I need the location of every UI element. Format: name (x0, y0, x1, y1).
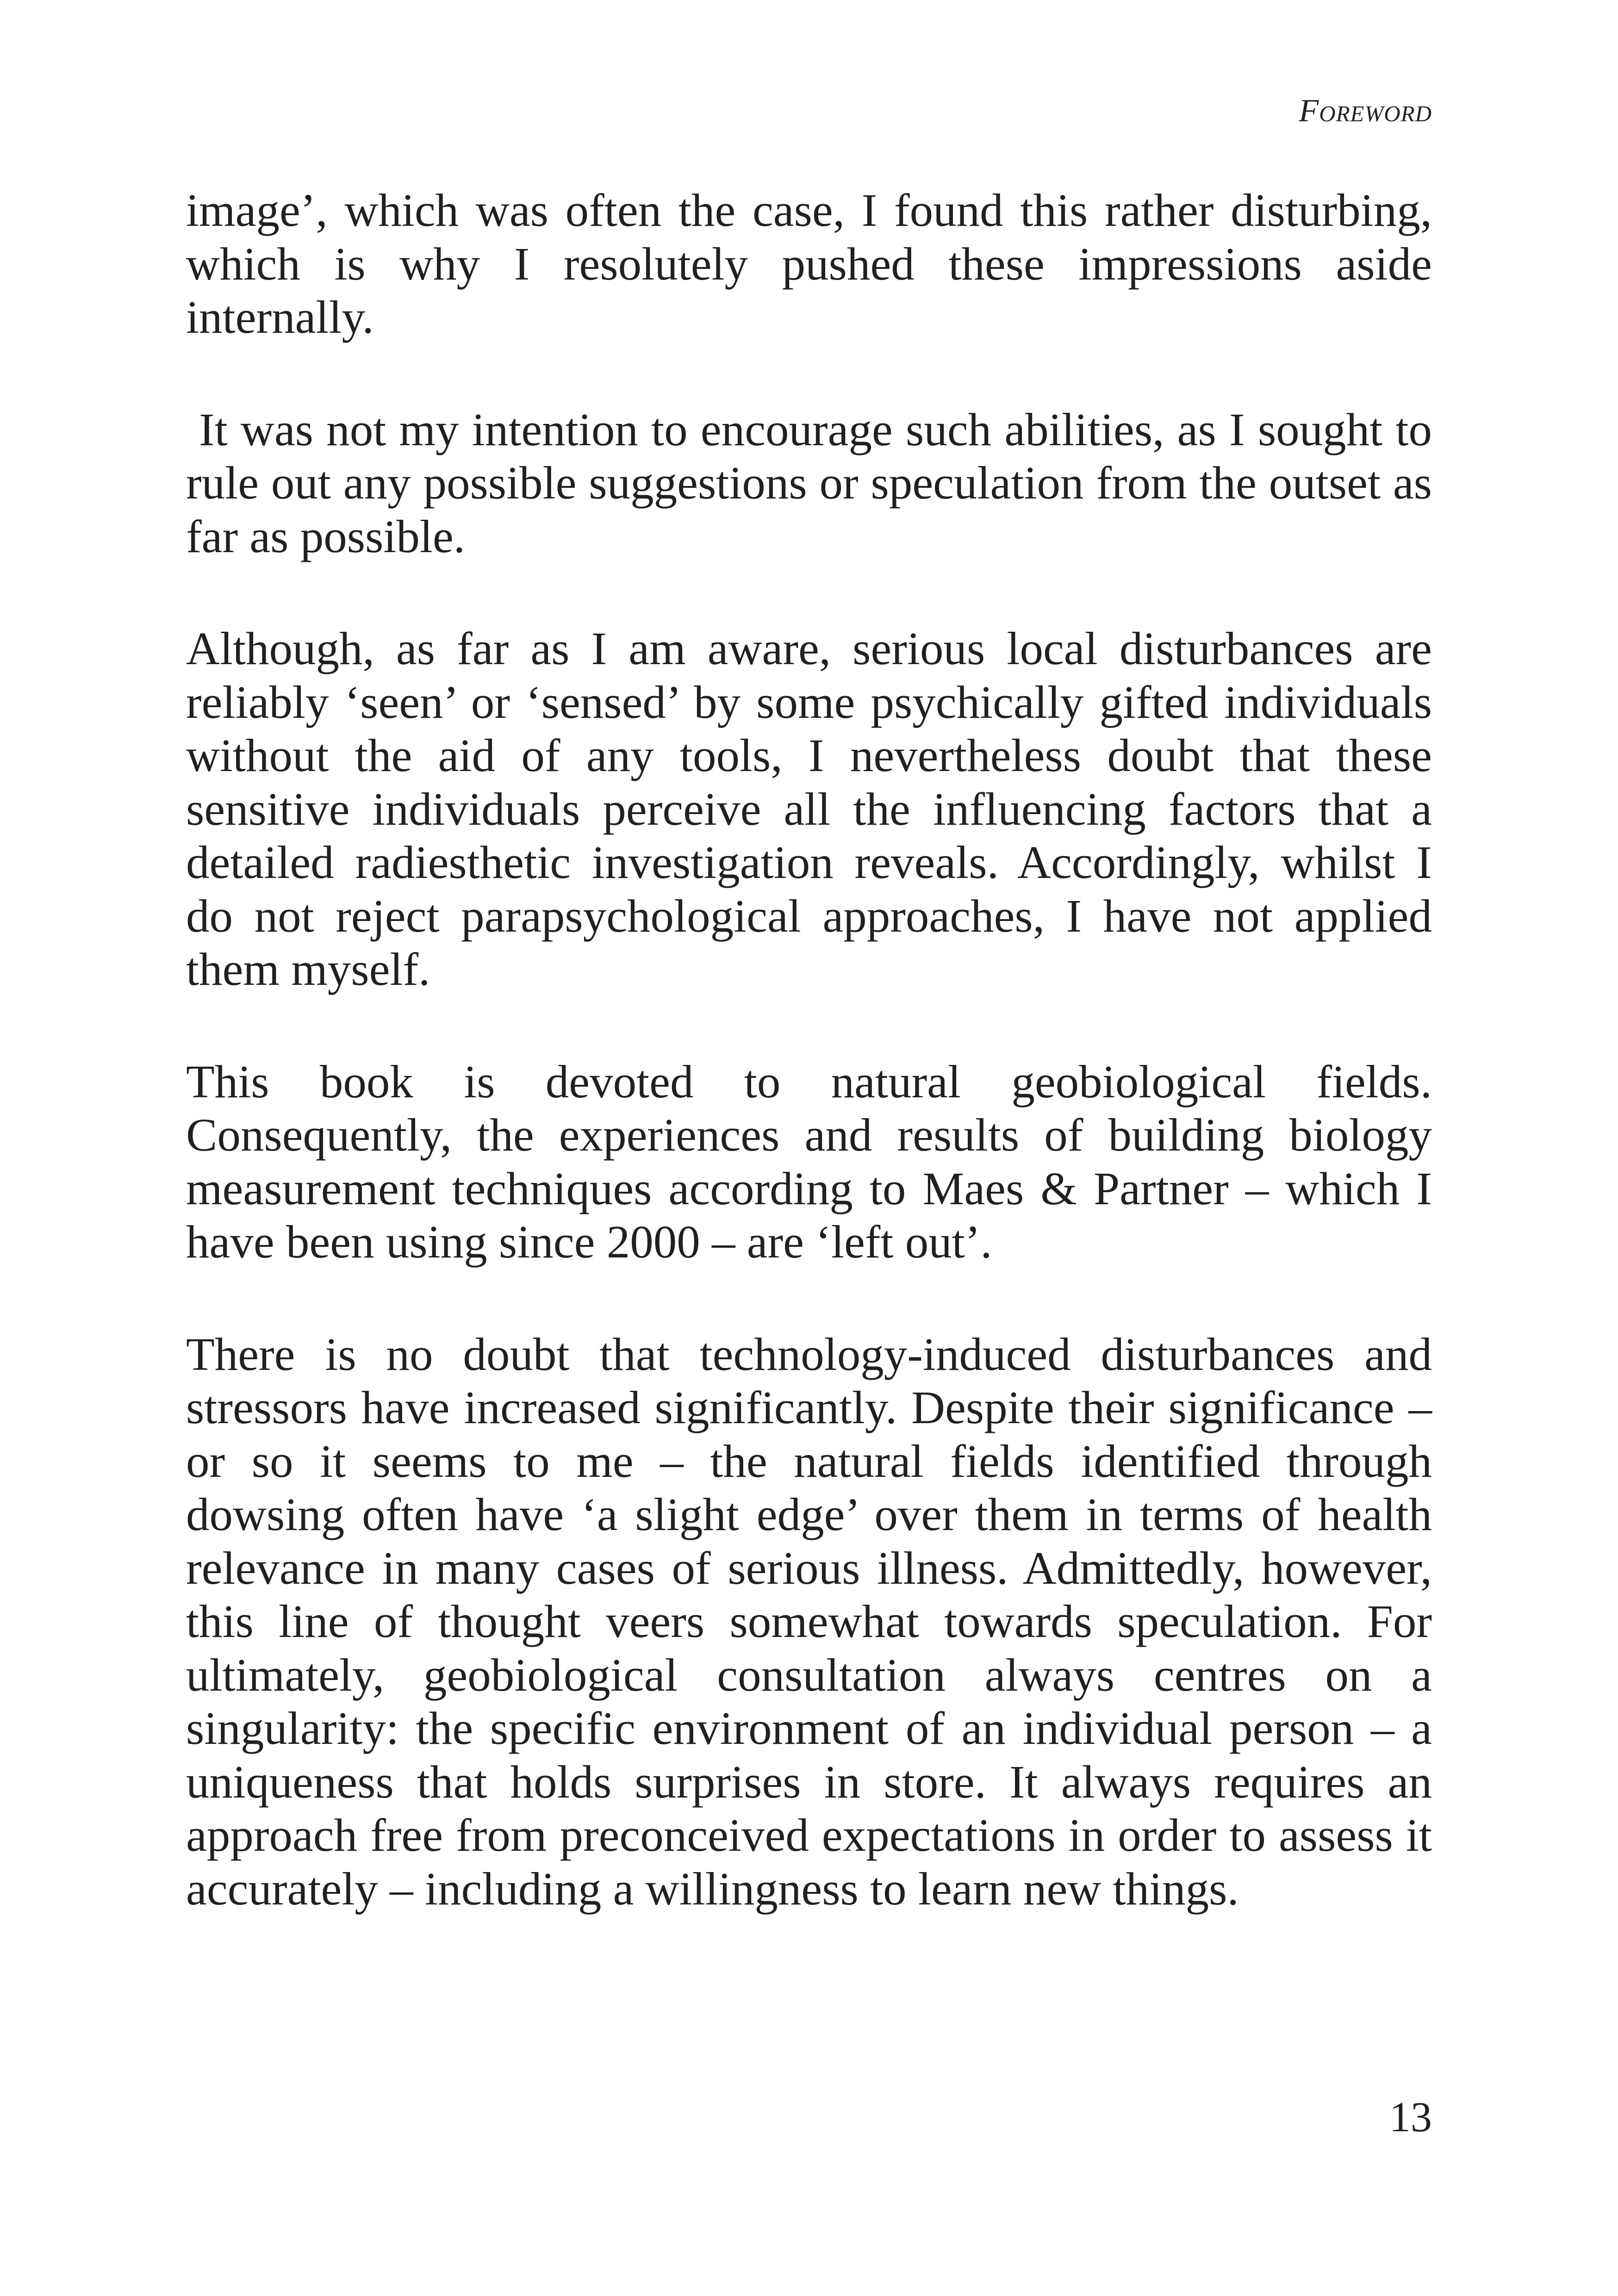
body-text (186, 184, 1432, 1916)
paragraph-3: Although, as far as I am aware, serious local disturbances are reliably ‘seen’ or ‘sensed’ by some psychically gifted individuals without the aid of any tools, I nevertheless doubt that these sensitive individuals perceive all the influencing factors that a detailed radiesthetic investigation reveals. Accordingly, whilst I do not reject parapsychological approaches, I have not applied them myself. (186, 622, 1432, 995)
paragraph-4: This book is devoted to natural geobiological fields. Consequently, the experiences and results of building biology measurement techniques according to Maes & Partner – which I have been using since 2000 – are ‘left out’. (186, 1055, 1432, 1268)
page-number: 13 (1389, 2093, 1432, 2140)
running-header: Foreword (1299, 93, 1432, 129)
paragraph-1: image’, which was often the case, I found this rather disturbing, which is why I resolutely pushed these impressions aside internally. (186, 184, 1432, 343)
paragraph-5: There is no doubt that technology-induced disturbances and stressors have increased significantly. Despite their significance – or so it seems to me – the natural fields identified through dowsing often have ‘a slight edge’ over them in terms of health relevance in many cases of serious illness. Admittedly, however, this line of thought veers somewhat towards speculation. For ultimately, geobiological consultation always centres on a singularity: the specific environment of an individual person – a uniqueness that holds surprises in store. It always requires an approach free from preconceived expectations in order to assess it accurately – including a willingness to learn new things. (186, 1328, 1432, 1915)
paragraph-2: It was not my intention to encourage such abilities, as I sought to rule out any possible suggestions or speculation from the outset as far as possible. (186, 403, 1432, 562)
